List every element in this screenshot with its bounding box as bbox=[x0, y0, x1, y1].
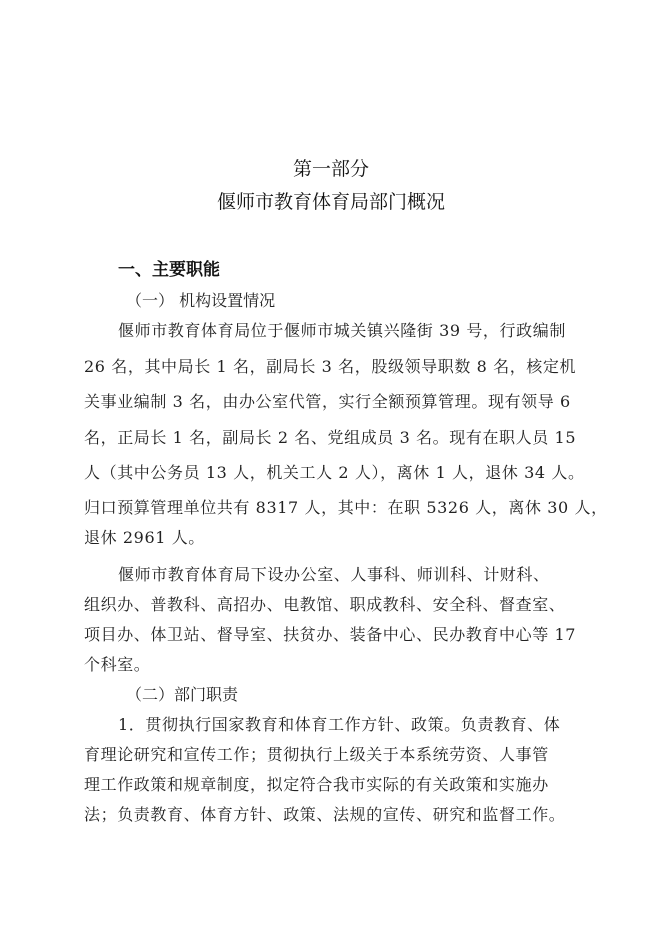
paragraph-line: 法；负责教育、体育方针、政策、法规的宣传、研究和监督工作。 bbox=[84, 805, 566, 824]
paragraph-line: 人（其中公务员 13 人，机关工人 2 人），离休 1 人，退休 34 人。 bbox=[84, 463, 585, 482]
subsection-heading-responsibilities: （二）部门职责 bbox=[126, 685, 239, 704]
paragraph-line: 理工作政策和规章制度，拟定符合我市实际的有关政策和实施办 bbox=[84, 775, 549, 794]
subsection-heading-organization: （一） 机构设置情况 bbox=[126, 291, 276, 310]
paragraph-line: 关事业编制 3 名，由办公室代管，实行全额预算管理。现有领导 6 bbox=[84, 392, 571, 411]
main-title: 偃师市教育体育局部门概况 bbox=[216, 191, 445, 213]
paragraph-line: 名，正局长 1 名，副局长 2 名、党组成员 3 名。现有在职人员 15 bbox=[84, 428, 577, 447]
paragraph-line: 退休 2961 人。 bbox=[84, 528, 205, 547]
paragraph-line: 育理论研究和宣传工作；贯彻执行上级关于本系统劳资、人事管 bbox=[84, 745, 549, 764]
paragraph-line: 个科室。 bbox=[84, 655, 151, 674]
paragraph-line: 26 名，其中局长 1 名，副局长 3 名，股级领导职数 8 名，核定机 bbox=[84, 357, 577, 376]
part-title: 第一部分 bbox=[292, 158, 369, 180]
section-heading-main-functions: 一、主要职能 bbox=[118, 260, 220, 280]
paragraph-line: 组织办、普教科、高招办、电教馆、职成教科、安全科、督查室、 bbox=[84, 595, 566, 614]
paragraph-line: 偃师市教育体育局下设办公室、人事科、师训科、计财科、 bbox=[118, 565, 550, 584]
paragraph-line: 1．贯彻执行国家教育和体育工作方针、政策。负责教育、体 bbox=[118, 715, 561, 734]
paragraph-line: 偃师市教育体育局位于偃师市城关镇兴隆街 39 号，行政编制 bbox=[118, 321, 566, 340]
paragraph-line: 归口预算管理单位共有 8317 人，其中：在职 5326 人，离休 30 人， bbox=[84, 498, 608, 517]
paragraph-line: 项目办、体卫站、督导室、扶贫办、装备中心、民办教育中心等 17 bbox=[84, 625, 577, 644]
